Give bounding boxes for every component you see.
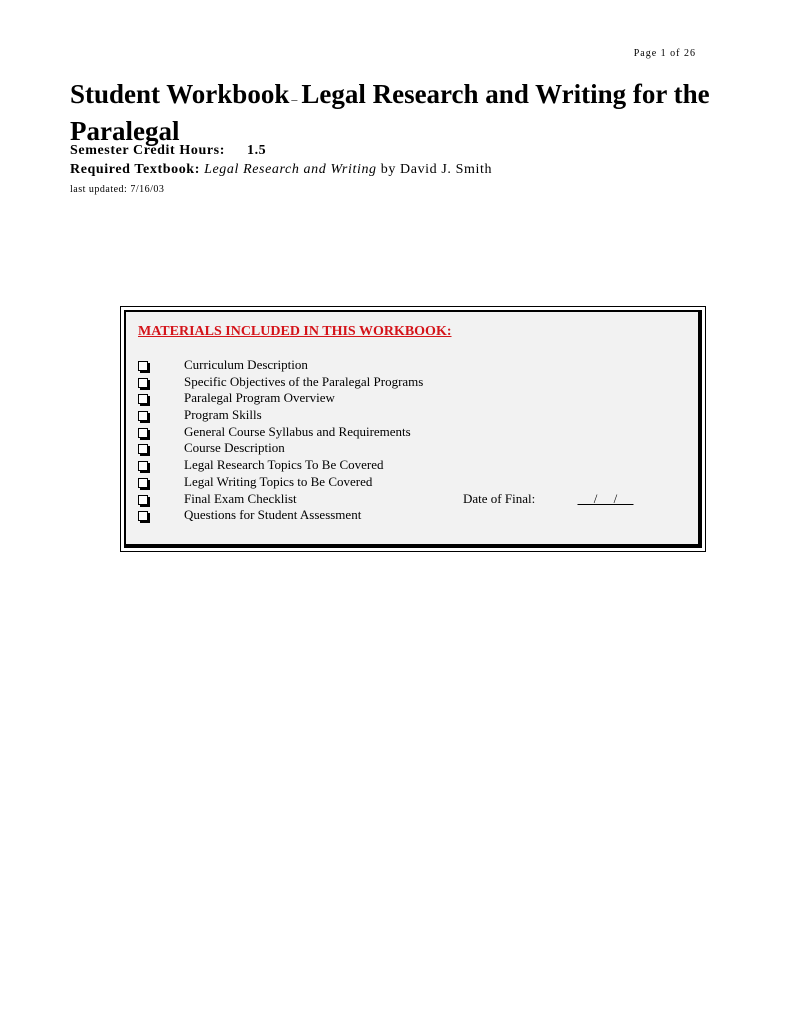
- title-rest: Legal Research and Writing for the Paralegal: [70, 79, 710, 146]
- last-updated: last updated: 7/16/03: [70, 184, 165, 195]
- textbook-author: by David J. Smith: [376, 162, 493, 177]
- list-item: [138, 424, 698, 441]
- checkbox-icon[interactable]: [138, 444, 148, 454]
- date-of-final-field[interactable]: / /: [577, 490, 634, 506]
- item-label: Legal Research Topics To Be Covered: [184, 457, 384, 473]
- credit-hours-label: Semester Credit Hours:: [70, 143, 225, 158]
- item-label: Specific Objectives of the Paralegal Programs: [184, 373, 424, 389]
- checkbox-icon[interactable]: [138, 511, 148, 521]
- checkbox-icon[interactable]: [138, 394, 148, 404]
- list-item: [138, 407, 698, 424]
- credit-hours-line: [70, 143, 266, 159]
- item-label: Course Description: [184, 440, 285, 456]
- list-item: [138, 457, 698, 474]
- textbook-label: Required Textbook:: [70, 162, 200, 177]
- date-of-final-label: Date of Final:: [463, 490, 536, 506]
- checkbox-icon[interactable]: [138, 461, 148, 471]
- item-label: Questions for Student Assessment: [184, 507, 362, 523]
- title-dash: –: [291, 92, 298, 106]
- checkbox-icon[interactable]: [138, 478, 148, 488]
- item-label: Legal Writing Topics to Be Covered: [184, 473, 373, 489]
- list-item: [138, 474, 698, 491]
- list-item: [138, 491, 698, 508]
- textbook-line: [70, 162, 492, 178]
- credit-hours-value: 1.5: [246, 143, 267, 158]
- checkbox-icon[interactable]: [138, 428, 148, 438]
- item-label: General Course Syllabus and Requirements: [184, 423, 411, 439]
- item-label: Program Skills: [184, 407, 262, 423]
- item-label: Curriculum Description: [184, 357, 308, 372]
- title-main: Student Workbook: [70, 79, 290, 109]
- item-label: Paralegal Program Overview: [184, 390, 335, 406]
- list-item: [138, 390, 698, 407]
- list-item: [138, 440, 698, 457]
- materials-panel: [124, 310, 702, 548]
- document-title: [70, 78, 710, 147]
- materials-heading: MATERIALS INCLUDED IN THIS WORKBOOK:: [138, 324, 452, 339]
- list-item: [138, 507, 698, 524]
- list-item: [138, 374, 698, 391]
- textbook-title: Legal Research and Writing: [204, 162, 377, 177]
- checkbox-icon[interactable]: [138, 495, 148, 505]
- materials-box: [120, 306, 706, 552]
- materials-checklist: [138, 357, 698, 524]
- checkbox-icon[interactable]: [138, 411, 148, 421]
- checkbox-icon[interactable]: [138, 378, 148, 388]
- list-item: [138, 357, 698, 374]
- page-number: Page 1 of 26: [633, 48, 696, 59]
- checkbox-icon[interactable]: [138, 361, 148, 371]
- item-label: Final Exam Checklist: [184, 490, 297, 506]
